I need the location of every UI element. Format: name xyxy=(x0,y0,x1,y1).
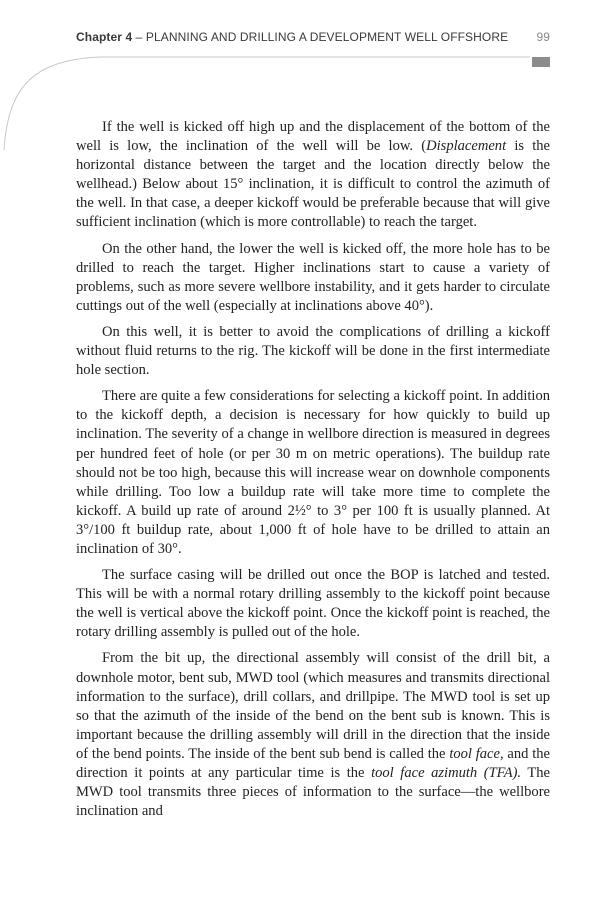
chapter-title: PLANNING AND DRILLING A DEVELOPMENT WELL OFFSHORE xyxy=(145,30,509,44)
paragraph-text: From the bit up, the directional assembly will consist of the drill bit, a downhole motor, bent sub, MWD tool (which measures and transmits directional information to the surface), drill collars, and drillpipe. The MWD tool is set up so that the azimuth of the inside of the bend on the bent sub is known. This is important because the drilling assembly will drill in the direction that the inside of the bend points. The inside of the bent sub bend is called the xyxy=(76,650,550,762)
paragraph-5: The surface casing will be drilled out once the BOP is latched and tested. This will be with a normal rotary drilling assembly to the kickoff point because the well is vertical above the kickoff point. Once the kickoff point is reached, the rotary drilling assembly is pulled out of the hole. xyxy=(76,567,550,641)
paragraph-1 xyxy=(76,118,550,233)
body-text xyxy=(76,118,550,828)
term-displacement: Displacement xyxy=(426,138,507,155)
paragraph-2: On the other hand, the lower the well is kicked off, the more hole has to be drilled to reach the target. Higher inclinations start to cause a variety of problems, such as more severe wellbore instability, and it gets harder to circulate cuttings out of the well (especially at inclinations above 40°). xyxy=(76,240,550,314)
term-tool-face-azimuth: tool face azimuth (TFA). xyxy=(371,765,522,781)
term-tool-face: tool face xyxy=(449,745,500,762)
header-separator: – xyxy=(132,30,146,44)
chapter-heading xyxy=(76,30,508,44)
running-header xyxy=(60,30,550,50)
page-number: 99 xyxy=(536,30,550,44)
chapter-label: Chapter 4 xyxy=(76,30,133,44)
paragraph-3: On this well, it is better to avoid the complications of drilling a kickoff without fluid returns to the rig. The kickoff will be done in the first intermediate hole section. xyxy=(76,323,550,379)
paragraph-6 xyxy=(76,649,550,821)
thumb-tab-marker xyxy=(532,57,550,67)
paragraph-text: is the horizontal distance between the target and the location directly below the wellhead.) Below about 15° inclination, it is difficult to control the azimuth of the well. In that case, a deeper kickoff would be preferable because that will give sufficient inclination (which is more controllable) to reach the target. xyxy=(76,138,551,231)
paragraph-text: If the well is kicked off high up and the displacement of the bottom of the well is low, the inclination of the well will be low. ( xyxy=(76,119,550,155)
paragraph-text: , and the direction it points at any particular time is the xyxy=(76,745,550,781)
paragraph-4: There are quite a few considerations for selecting a kickoff point. In addition to the kickoff depth, a decision is necessary for how quickly to build up inclination. The severity of a change in wellbore direction is measured in degrees per hundred feet of hole (or per 30 m on metric operations). The buildup rate should not be too high, because this will increase wear on downhole components while drilling. Too low a buildup rate will take more time to complete the kickoff. A build up rate of around 2½° to 3° per 100 ft is usually planned. At 3°/100 ft buildup rate, about 1,000 ft of hole have to be drilled to attain an inclination of 30°. xyxy=(76,388,550,557)
paragraph-text: The MWD tool transmits three pieces of information to the surface—the wellbore inclination and xyxy=(76,765,550,820)
